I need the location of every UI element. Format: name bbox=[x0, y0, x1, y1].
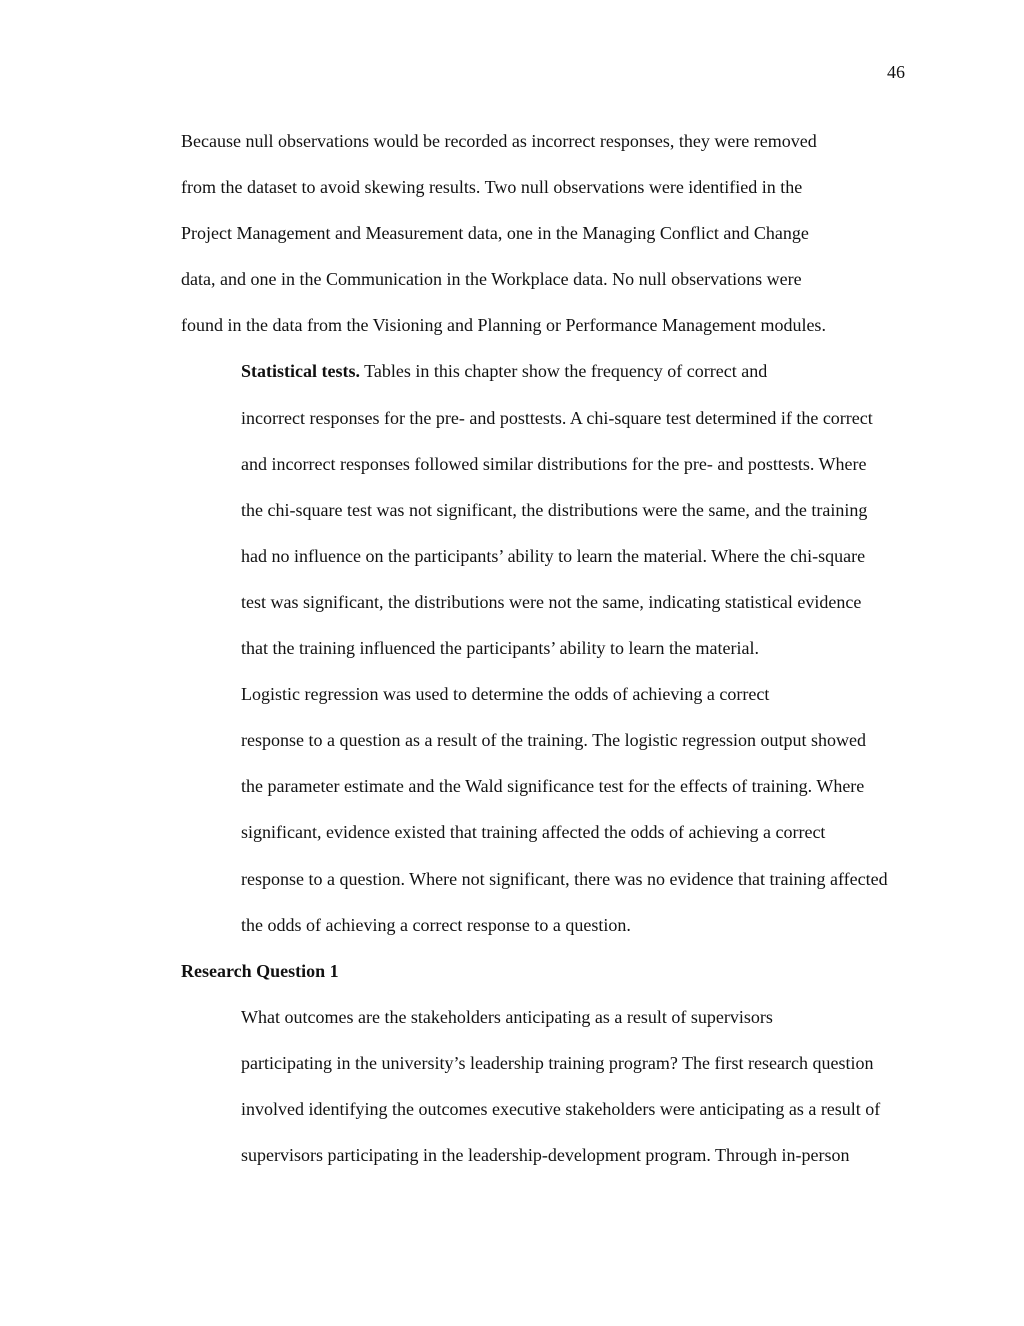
paragraph-null-observations bbox=[181, 118, 916, 348]
text-line: data, and one in the Communication in the Workplace data. No null observations were bbox=[181, 269, 802, 290]
text-line: involved identifying the outcomes executive stakeholders were anticipating as a result of bbox=[241, 1098, 881, 1119]
text-line: from the dataset to avoid skewing results. Two null observations were identified in the bbox=[181, 177, 803, 198]
paragraph-logistic-regression bbox=[181, 671, 916, 948]
text-line: the parameter estimate and the Wald significance test for the effects of training. Where bbox=[241, 776, 865, 797]
paragraph-research-question bbox=[181, 994, 916, 1178]
page-number: 46 bbox=[887, 62, 905, 82]
text-line: found in the data from the Visioning and Planning or Performance Management modules. bbox=[181, 315, 826, 336]
text-line: supervisors participating in the leadership-development program. Through in-person bbox=[241, 1145, 850, 1166]
text-line: test was significant, the distributions were not the same, indicating statistical evidence bbox=[241, 591, 862, 612]
text-line: that the training influenced the participants’ ability to learn the material. bbox=[241, 638, 759, 659]
text-line: response to a question. Where not significant, there was no evidence that training affected bbox=[241, 868, 888, 889]
text-line: significant, evidence existed that training affected the odds of achieving a correct bbox=[241, 822, 826, 843]
text-line: the chi-square test was not significant, the distributions were the same, and the training bbox=[241, 499, 868, 520]
text-line: the odds of achieving a correct response to a question. bbox=[241, 914, 631, 935]
text-line: Because null observations would be recorded as incorrect responses, they were removed bbox=[181, 131, 817, 151]
text-line: Project Management and Measurement data, one in the Managing Conflict and Change bbox=[181, 223, 809, 244]
text-line: had no influence on the participants’ ability to learn the material. Where the chi-square bbox=[241, 545, 866, 566]
text-line: response to a question as a result of the training. The logistic regression output showed bbox=[241, 730, 867, 751]
text-line: Logistic regression was used to determine the odds of achieving a correct bbox=[241, 684, 770, 705]
text-line bbox=[181, 348, 916, 394]
text-line: What outcomes are the stakeholders anticipating as a result of supervisors bbox=[241, 1006, 773, 1027]
text-line: incorrect responses for the pre- and posttests. A chi-square test determined if the correct bbox=[241, 407, 873, 428]
text-span: Tables in this chapter show the frequency of correct and bbox=[359, 361, 768, 382]
paragraph-statistical-tests bbox=[181, 348, 916, 671]
text-line: participating in the university’s leadership training program? The first research question bbox=[241, 1052, 874, 1073]
text-line: and incorrect responses followed similar distributions for the pre- and posttests. Where bbox=[241, 453, 867, 474]
section-heading: Research Question 1 bbox=[181, 960, 339, 981]
run-in-heading: Statistical tests. bbox=[241, 361, 360, 382]
document-body bbox=[181, 118, 916, 1178]
